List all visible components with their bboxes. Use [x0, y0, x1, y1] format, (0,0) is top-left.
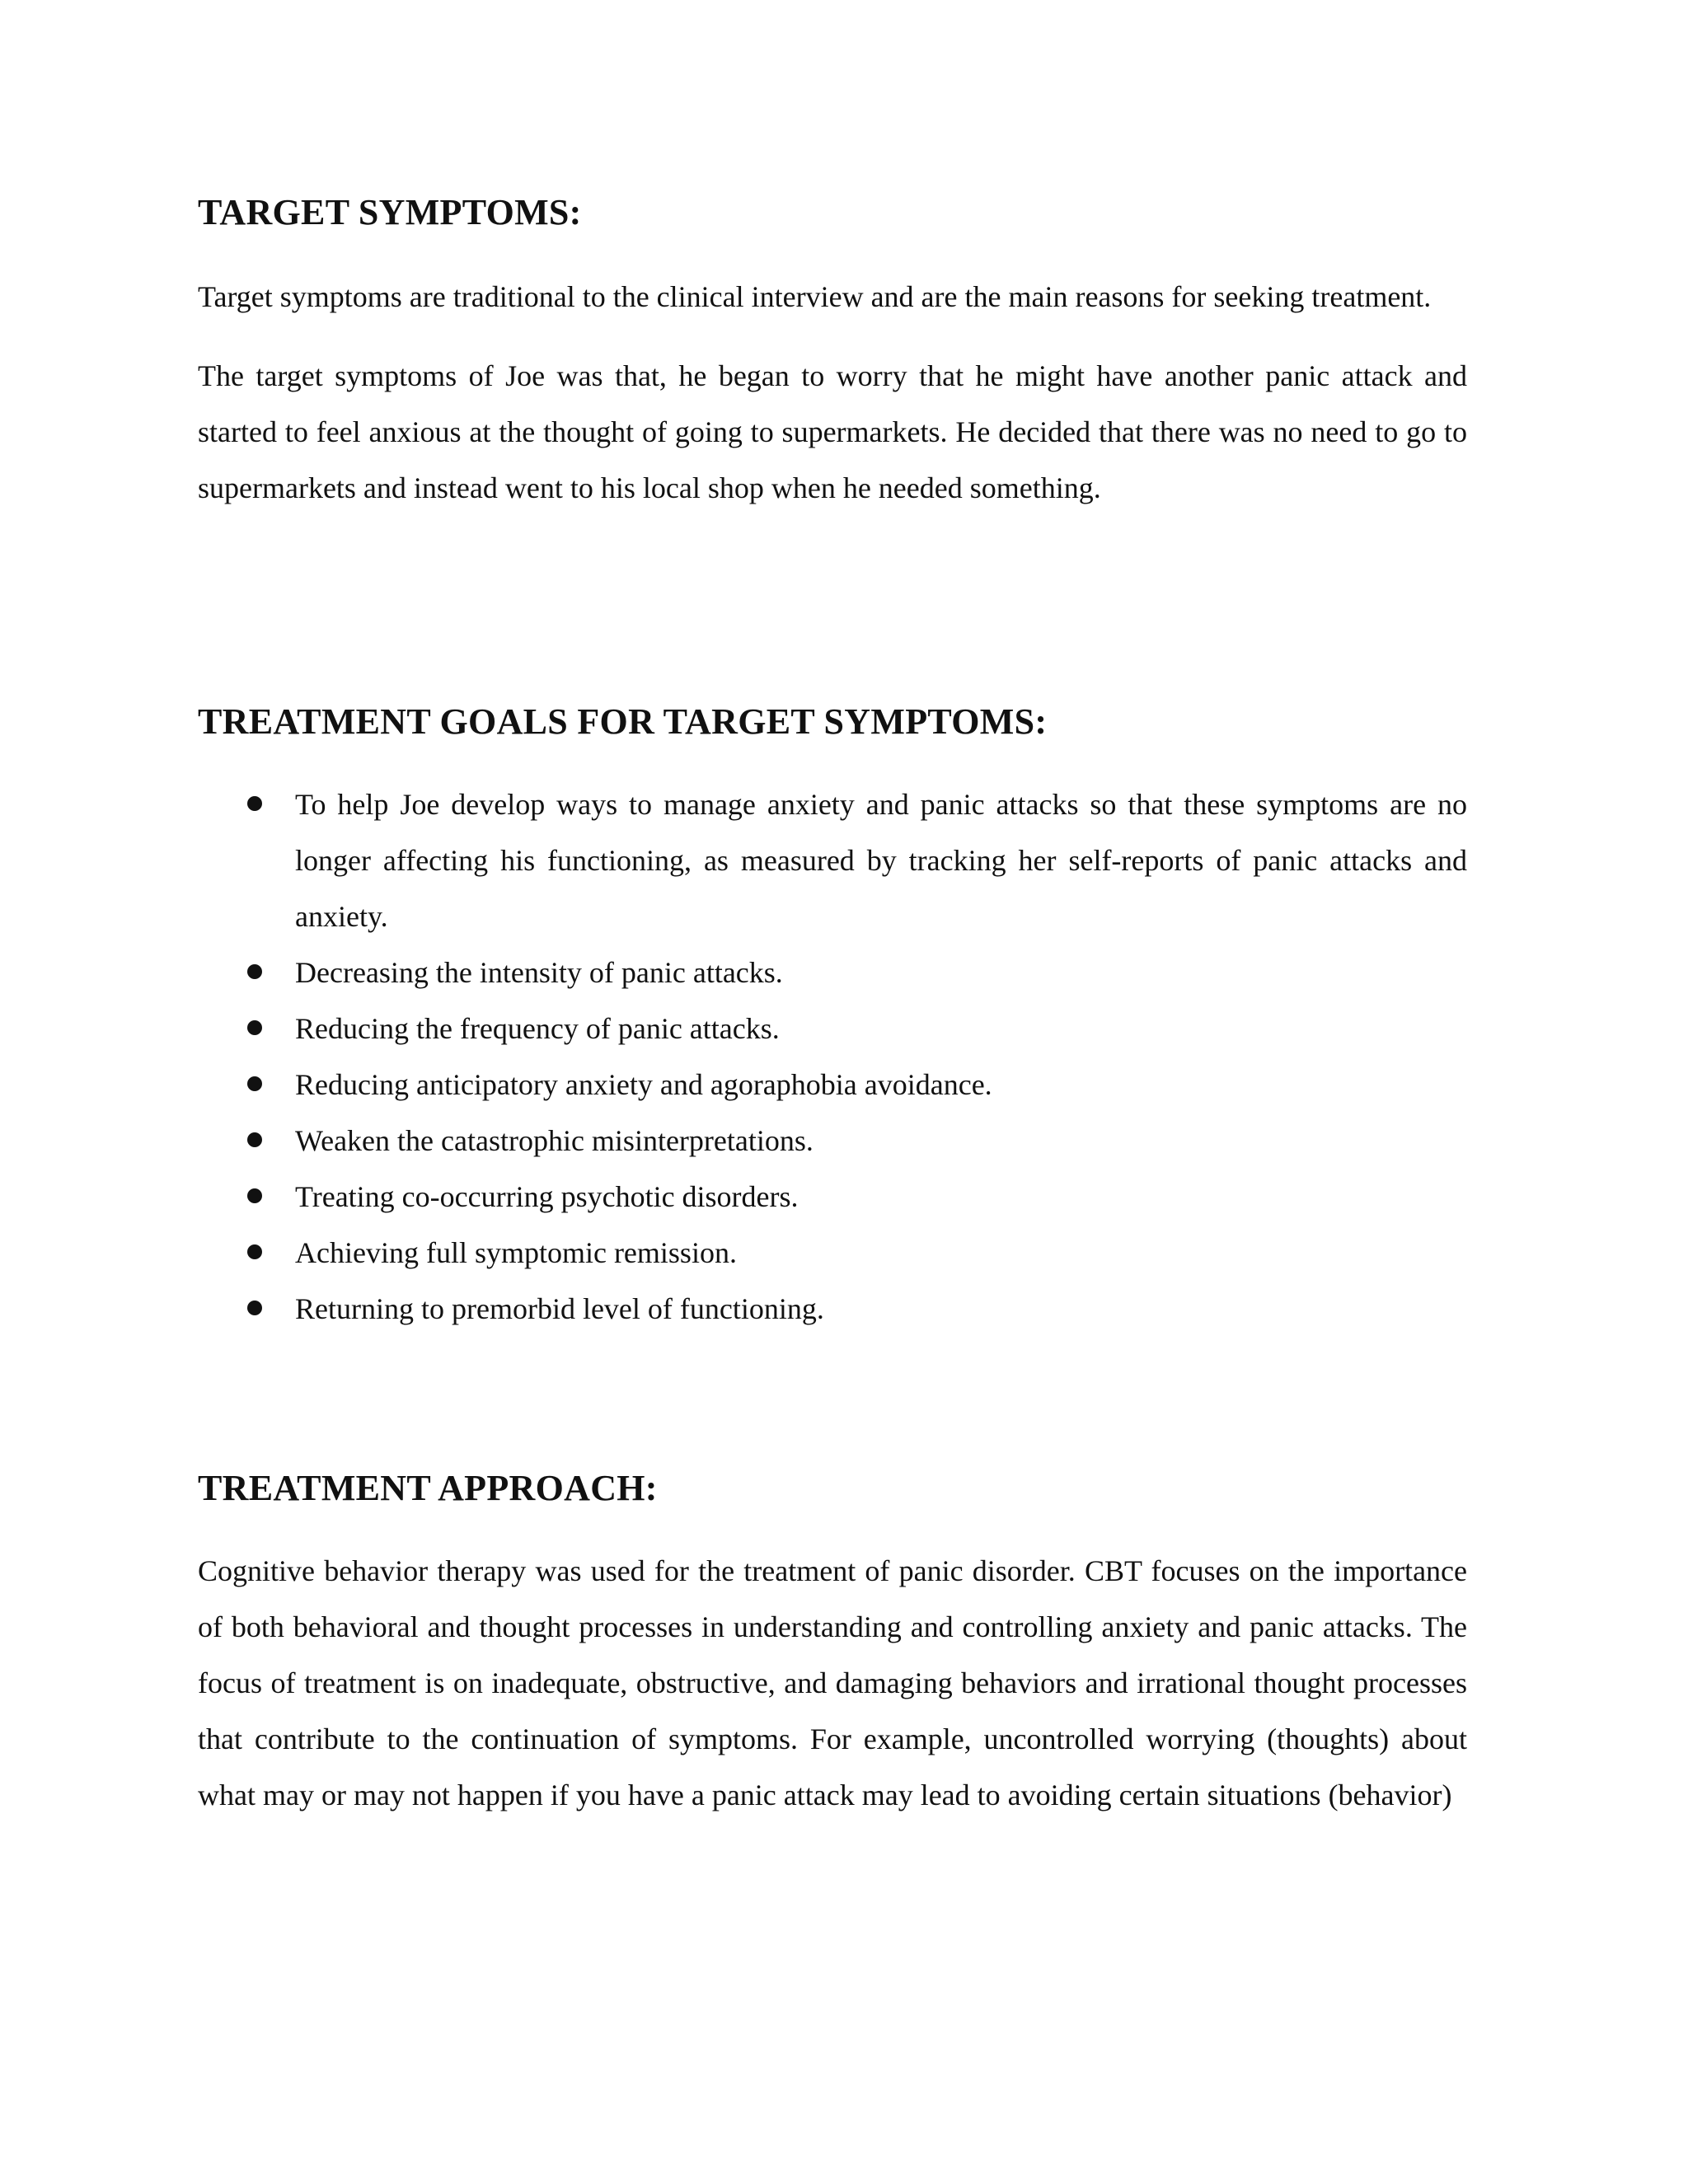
paragraph-target-symptoms-joe: The target symptoms of Joe was that, he began to worry that he might have another panic attack and started to feel anxious at the thought of going to supermarkets. He decided that there was no need to go to supermarkets and instead went to his local shop when he needed something.: [198, 359, 1467, 504]
section-heading-treatment-goals: TREATMENT GOALS FOR TARGET SYMPTOMS:: [198, 701, 1048, 742]
bullet-icon: [247, 796, 262, 811]
section-heading-treatment-approach: TREATMENT APPROACH:: [198, 1468, 658, 1508]
list-item: [198, 1169, 1467, 1225]
section-heading-target-symptoms: TARGET SYMPTOMS:: [198, 192, 582, 232]
treatment-goals-list: [198, 776, 1467, 1337]
bullet-icon: [247, 1244, 262, 1259]
list-item: [198, 1225, 1467, 1281]
list-item-text: Decreasing the intensity of panic attacks.: [295, 956, 783, 989]
bullet-icon: [247, 1188, 262, 1203]
list-item: [198, 1281, 1467, 1337]
target-symptoms-section: [198, 191, 1467, 516]
list-item-text: Achieving full symptomic remission.: [295, 1236, 737, 1269]
bullet-icon: [247, 1020, 262, 1035]
list-item: [198, 1057, 1467, 1113]
list-item: [198, 944, 1467, 1001]
list-item: [198, 1001, 1467, 1057]
list-item-text: Returning to premorbid level of functioning.: [295, 1292, 824, 1325]
list-item: [198, 1113, 1467, 1169]
bullet-icon: [247, 1301, 262, 1315]
treatment-goals-section: [198, 701, 1467, 1337]
list-item-text: Reducing anticipatory anxiety and agoraphobia avoidance.: [295, 1068, 992, 1101]
paragraph-treatment-approach: Cognitive behavior therapy was used for the treatment of panic disorder. CBT focuses on the importance of both behavioral and thought processes in understanding and controlling anxiety and panic attacks. The focus of treatment is on inadequate, obstructive, and damaging behaviors and irrational thought processes that contribute to the continuation of symptoms. For example, uncontrolled worrying (thoughts) about what may or may not happen if you have a panic attack may lead to avoiding certain situations (behavior): [198, 1554, 1467, 1811]
list-item: [198, 776, 1467, 944]
bullet-icon: [247, 1132, 262, 1147]
list-item-text: Treating co-occurring psychotic disorders.: [295, 1180, 799, 1213]
list-item-text: To help Joe develop ways to manage anxiety and panic attacks so that these symptoms are no longer affecting his functioning, as measured by tracking her self-reports of panic attacks and anxiety.: [295, 788, 1467, 933]
list-item-text: Weaken the catastrophic misinterpretations.: [295, 1124, 814, 1157]
paragraph-target-symptoms-intro: Target symptoms are traditional to the clinical interview and are the main reasons for seeking treatment.: [198, 280, 1432, 313]
list-item-text: Reducing the frequency of panic attacks.: [295, 1012, 780, 1045]
bullet-icon: [247, 1076, 262, 1091]
treatment-approach-section: [198, 1467, 1467, 1823]
bullet-icon: [247, 964, 262, 979]
